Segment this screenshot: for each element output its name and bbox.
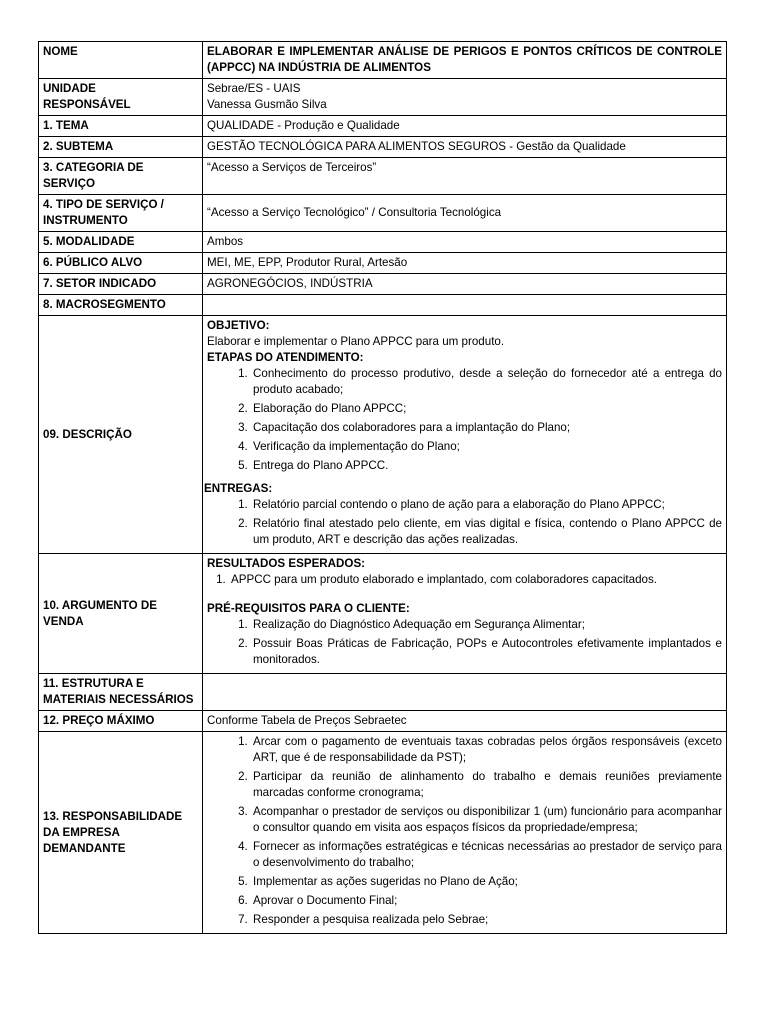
value-unidade-line1: Sebrae/ES - UAIS: [207, 82, 301, 95]
label-categoria: 3. CATEGORIA DE SERVIÇO: [39, 158, 203, 195]
row-unidade: [39, 79, 727, 116]
row-argumento: [39, 554, 727, 674]
list-item: 1. APPCC para um produto elaborado e implantado, com colaboradores capacitados.: [229, 572, 722, 588]
value-estrutura: [203, 674, 727, 711]
value-subtema: GESTÃO TECNOLÓGICA PARA ALIMENTOS SEGUROS - Gestão da Qualidade: [203, 137, 727, 158]
label-descricao: 09. DESCRIÇÃO: [39, 316, 203, 554]
value-unidade-line2: Vanessa Gusmão Silva: [207, 98, 327, 111]
list-item: 2. Possuir Boas Práticas de Fabricação, POPs e Autocontroles efetivamente implantados e monitorados.: [251, 636, 722, 668]
etapas-list: [207, 366, 722, 474]
row-subtema: [39, 137, 727, 158]
label-responsabilidade: 13. RESPONSABILIDADE DA EMPRESA DEMANDANTE: [39, 732, 203, 934]
label-setor: 7. SETOR INDICADO: [39, 274, 203, 295]
label-tema: 1. TEMA: [39, 116, 203, 137]
value-tema: QUALIDADE - Produção e Qualidade: [203, 116, 727, 137]
value-tipo: “Acesso a Serviço Tecnológico” / Consultoria Tecnológica: [203, 195, 727, 232]
etapas-title: ETAPAS DO ATENDIMENTO:: [207, 351, 364, 364]
value-categoria: “Acesso a Serviços de Terceiros”: [203, 158, 727, 195]
value-argumento: [203, 554, 727, 674]
row-modalidade: [39, 232, 727, 253]
label-unidade-line1: UNIDADE: [43, 82, 96, 95]
list-item: 1. Realização do Diagnóstico Adequação em Segurança Alimentar;: [251, 617, 722, 633]
value-nome: [203, 42, 727, 79]
list-item: 2. Elaboração do Plano APPCC;: [251, 401, 722, 417]
value-responsabilidade: [203, 732, 727, 934]
row-responsabilidade: [39, 732, 727, 934]
service-sheet-table: [38, 41, 727, 934]
list-item: 7. Responder a pesquisa realizada pelo Sebrae;: [251, 912, 722, 928]
list-item: 3. Capacitação dos colaboradores para a implantação do Plano;: [251, 420, 722, 436]
row-nome: [39, 42, 727, 79]
objetivo-title: OBJETIVO:: [207, 319, 270, 332]
responsabilidade-list: [207, 734, 722, 928]
entregas-title: ENTREGAS:: [204, 482, 273, 495]
label-unidade-line2: RESPONSÁVEL: [43, 98, 131, 111]
label-tipo: 4. TIPO DE SERVIÇO / INSTRUMENTO: [39, 195, 203, 232]
row-tema: [39, 116, 727, 137]
value-modalidade: Ambos: [203, 232, 727, 253]
label-argumento: 10. ARGUMENTO DE VENDA: [39, 554, 203, 674]
label-unidade: [39, 79, 203, 116]
label-nome: NOME: [39, 42, 203, 79]
label-modalidade: 5. MODALIDADE: [39, 232, 203, 253]
prereq-list: [207, 617, 722, 668]
list-item: 5. Implementar as ações sugeridas no Plano de Ação;: [251, 874, 722, 890]
label-preco: 12. PREÇO MÁXIMO: [39, 711, 203, 732]
list-item: 1. Relatório parcial contendo o plano de ação para a elaboração do Plano APPCC;: [251, 497, 722, 513]
row-publico: [39, 253, 727, 274]
row-descricao: [39, 316, 727, 554]
list-item: 4. Verificação da implementação do Plano;: [251, 439, 722, 455]
list-item: 1. Arcar com o pagamento de eventuais taxas cobradas pelos órgãos responsáveis (exceto ART, que é de responsabilidade da PST);: [251, 734, 722, 766]
row-macro: [39, 295, 727, 316]
list-item: 4. Fornecer as informações estratégicas e técnicas necessárias ao prestador de serviço para o desenvolvimento do trabalho;: [251, 839, 722, 871]
list-item: 6. Aprovar o Documento Final;: [251, 893, 722, 909]
label-subtema: 2. SUBTEMA: [39, 137, 203, 158]
value-setor: AGRONEGÓCIOS, INDÚSTRIA: [203, 274, 727, 295]
value-publico: MEI, ME, EPP, Produtor Rural, Artesão: [203, 253, 727, 274]
value-preco: Conforme Tabela de Preços Sebraetec: [203, 711, 727, 732]
list-item: 3. Acompanhar o prestador de serviços ou disponibilizar 1 (um) funcionário para acompanhar o consultor quando em visita aos espaços físicos da propriedade/empresa;: [251, 804, 722, 836]
label-estrutura: 11. ESTRUTURA E MATERIAIS NECESSÁRIOS: [39, 674, 203, 711]
prereq-title: PRÉ-REQUISITOS PARA O CLIENTE:: [207, 602, 410, 615]
value-nome-text: ELABORAR E IMPLEMENTAR ANÁLISE DE PERIGOS E PONTOS CRÍTICOS DE CONTROLE (APPCC) NA INDÚSTRIA DE ALIMENTOS: [207, 45, 722, 74]
row-categoria: [39, 158, 727, 195]
list-item: 1. Conhecimento do processo produtivo, desde a seleção do fornecedor até a entrega do produto acabado;: [251, 366, 722, 398]
entregas-list: [207, 497, 722, 548]
value-unidade: [203, 79, 727, 116]
row-estrutura: [39, 674, 727, 711]
list-item: 5. Entrega do Plano APPCC.: [251, 458, 722, 474]
row-tipo: [39, 195, 727, 232]
label-publico: 6. PÚBLICO ALVO: [39, 253, 203, 274]
list-item: 2. Relatório final atestado pelo cliente, em vias digital e física, contendo o Plano APPCC de um produto, ART e descrição das ações realizadas.: [251, 516, 722, 548]
value-macro: [203, 295, 727, 316]
row-setor: [39, 274, 727, 295]
resultados-list: [207, 572, 722, 588]
value-descricao: [203, 316, 727, 554]
row-preco: [39, 711, 727, 732]
list-item: 2. Participar da reunião de alinhamento do trabalho e demais reuniões previamente marcadas conforme cronograma;: [251, 769, 722, 801]
resultados-title: RESULTADOS ESPERADOS:: [207, 557, 366, 570]
label-macro: 8. MACROSEGMENTO: [39, 295, 203, 316]
objetivo-text: Elaborar e implementar o Plano APPCC para um produto.: [207, 335, 505, 348]
